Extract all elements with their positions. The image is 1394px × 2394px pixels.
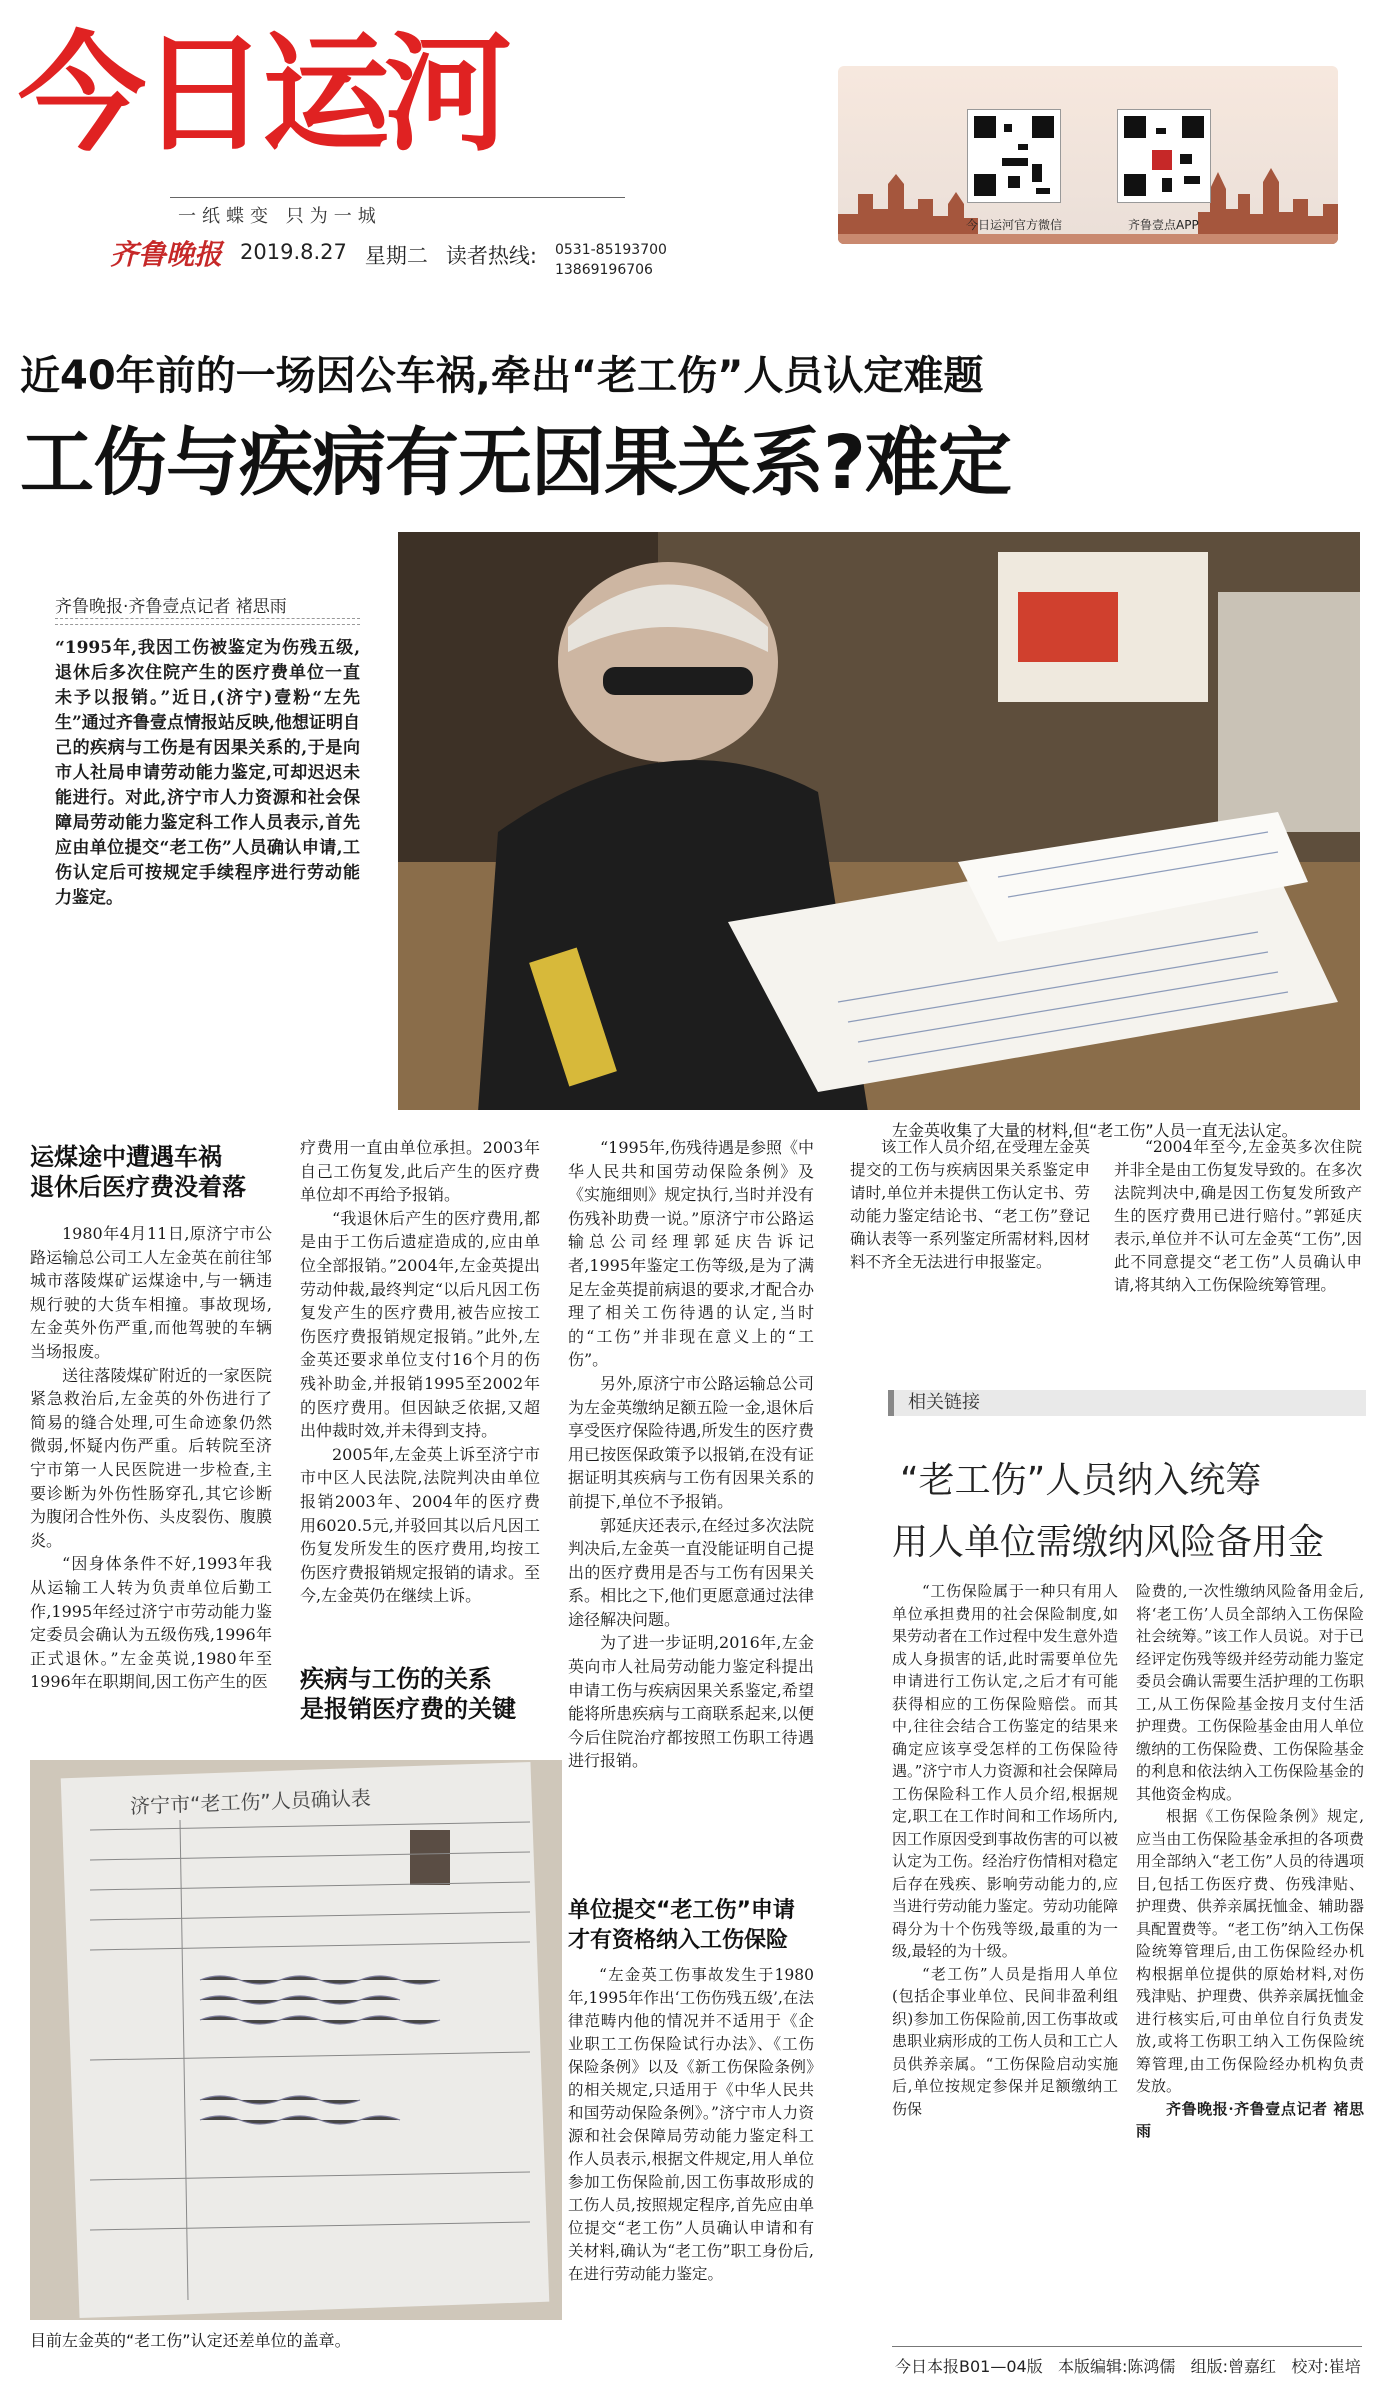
- photo2-illustration: [30, 1760, 562, 2320]
- masthead-infoline: [110, 240, 667, 280]
- section1-paragraph-4: 疗费用一直由单位承担。2003年自己工伤复发,此后产生的医疗费单位却不再给予报销。: [300, 1138, 540, 1205]
- issue-date: 2019.8.27: [240, 240, 347, 264]
- headline-subtitle: 近40年前的一场因公车祸,牵出“老工伤”人员认定难题: [20, 353, 984, 399]
- section3-paragraph-3: “2004年至今,左金英多次住院并非全是由工伤复发导致的。在多次法院判决中,确是因工伤复发所致产生的医疗费用已进行赔付。”郭延庆表示,单位并不认可左金英“工伤”,因此不同意提交“老工伤”人员确认申请,将其纳入工伤保险统筹管理。: [1114, 1138, 1363, 1294]
- footer-proof: 校对:崔培: [1291, 2357, 1361, 2376]
- article-byline: 齐鲁晚报·齐鲁壹点记者 褚思雨: [55, 597, 287, 617]
- section1-heading-line1: 运煤途中遭遇车祸: [30, 1143, 222, 1171]
- headline-title: 工伤与疾病有无因果关系?难定: [20, 420, 1011, 506]
- section2-paragraph-4: 为了进一步证明,2016年,左金英向市人社局劳动能力鉴定科提出申请工伤与疾病因果关系鉴定,希望能将所患疾病与工商联系起来,以便今后住院治疗都按照工伤职工待遇进行报销。: [568, 1633, 814, 1771]
- related-column-1: [892, 1580, 1118, 2120]
- related-paragraph-3: 险费的,一次性缴纳风险备用金后,将‘老工伤’人员全部纳入工伤保险社会统筹。”该工作人员说。对于已经评定伤残等级并经劳动能力鉴定委员会确认需要生活护理的工伤职工,从工伤保险基金按月支付生活护理费。工伤保险基金由用人单位缴纳的工伤保险费、工伤保险基金的利息和依法纳入工伤保险基金的其他资金构成。: [1136, 1582, 1364, 1803]
- slogan-divider: [170, 197, 625, 198]
- photo1-illustration: [398, 532, 1360, 1110]
- photo1-caption: 左金英收集了大量的材料,但“老工伤”人员一直无法认定。: [892, 1121, 1298, 1140]
- related-title-line2: 用人单位需缴纳风险备用金: [892, 1522, 1325, 1563]
- section1-paragraph-5: “我退休后产生的医疗费用,都是由于工伤后遗症造成的,应由单位全部报销。”2004年,左金英提出劳动仲裁,最终判定“以后凡因工伤复发产生的医疗费用,被告应按工伤医疗费报销规定报销。”此外,左金英还要求单位支付16个月的伤残补助金,并报销1995至2002年的医疗费用。但因缺乏依据,又超出仲裁时效,并未得到支持。: [300, 1208, 540, 1441]
- related-title-line1: “老工伤”人员纳入统筹: [900, 1460, 1262, 1501]
- section2-heading-line1: 疾病与工伤的关系: [300, 1665, 492, 1693]
- footer-editor: 本版编辑:陈鸿儒: [1057, 2357, 1176, 2376]
- section1-paragraph-1: 1980年4月11日,原济宁市公路运输总公司工人左金英在前往邹城市落陵煤矿运煤途中,与一辆违规行驶的大货车相撞。事故现场,左金英外伤严重,而他驾驶的车辆当场报废。: [30, 1224, 272, 1361]
- hotline-numbers: [555, 240, 667, 280]
- section3-paragraph-1: “左金英工伤事故发生于1980年,1995年作出‘工伤伤残五级’,在法律范畴内他的情况并不适用于《企业职工工伤保险试行办法》、《工伤保险条例》以及《新工伤保险条例》的相关规定,只适用于《中华人民共和国劳动保险条例》。”济宁市人力资源和社会保障局劳动能力鉴定科工作人员表示,根据文件规定,用人单位参加工伤保险前,因工伤事故形成的工伤人员,按照规定程序,首先应由单位提交“老工伤”人员确认申请和有关材料,确认为“老工伤”职工身份后,在进行劳动能力鉴定。: [568, 1966, 814, 2283]
- byline-divider-2: [55, 624, 360, 625]
- byline-divider: [55, 618, 360, 619]
- section2-paragraph-1: “1995年,伤残待遇是参照《中华人民共和国劳动保险条例》及《实施细则》规定执行,当时并没有伤残补助费一说。”原济宁市公路运输总公司经理郭延庆告诉记者,1995年鉴定工伤等级,是为了满足左金英提前病退的要求,才配合办理了相关工伤待遇的认定,当时的“工伤”并非现在意义上的“工伤”。: [568, 1138, 814, 1370]
- phone-2: 13869196706: [554, 262, 653, 278]
- section3-heading-line2: 才有资格纳入工伤保险: [568, 1928, 789, 1953]
- section3-paragraph-2: 该工作人员介绍,在受理左金英提交的工伤与疾病因果关系鉴定申请时,单位并未提供工伤认定书、劳动能力鉴定结论书、“老工伤”登记确认表等一系列鉴定所需材料,因材料不齐全无法进行申报鉴定。: [850, 1138, 1090, 1271]
- related-paragraph-1: “工伤保险属于一种只有用人单位承担费用的社会保险制度,如果劳动者在工作过程中发生意外造成人身损害的话,此时需要单位先申请进行工伤认定,之后才有可能获得相应的工伤保险赔偿。而其中,往往会结合工伤鉴定的结果来确定应该享受怎样的工伤保险待遇。”济宁市人力资源和社会保障局工伤保险科工作人员介绍,根据规定,职工在工作时间和工作场所内,因工作原因受到事故伤害的可以被认定为工伤。经治疗伤情相对稳定后存在残疾、影响劳动能力的,应当进行劳动能力鉴定。劳动功能障碍分为十个伤残等级,最重的为一级,最轻的为十级。: [892, 1582, 1118, 1960]
- section2-paragraph-2: 另外,原济宁市公路运输总公司为左金英缴纳足额五险一金,退休后享受医疗保险待遇,所发生的医疗费用已按医保政策予以报销,在没有证据证明其疾病与工伤有因果关系的前提下,单位不予报销。: [568, 1373, 814, 1511]
- column-5-top: [1114, 1136, 1362, 1297]
- section3-heading: [568, 1896, 818, 1956]
- section1-paragraph-6: 2005年,左金英上诉至济宁市市中区人民法院,法院判决由单位报销2003年、2004年的医疗费用6020.5元,并驳回其以后凡因工伤复发所发生的医疗费用,均按工伤医疗费报销规定报销的请求。至今,左金英仍在继续上诉。: [300, 1444, 541, 1606]
- section1-heading: [30, 1142, 270, 1202]
- section2-heading: [300, 1664, 540, 1724]
- masthead-title: 今日运河: [18, 20, 507, 169]
- column-4-top: [850, 1136, 1090, 1274]
- footer-layout: 组版:曾嘉红: [1190, 2357, 1277, 2376]
- photo2-form-title: 济宁市“老工伤”人员确认表: [129, 1785, 372, 1819]
- related-column-2: [1136, 1580, 1364, 2143]
- related-links-tag: 相关链接: [888, 1390, 1366, 1416]
- brand-logo: 齐鲁晚报: [110, 238, 223, 271]
- related-byline: 齐鲁晚报·齐鲁壹点记者 褚思雨: [1136, 2099, 1364, 2140]
- related-paragraph-4: 根据《工伤保险条例》规定,应当由工伤保险基金承担的各项费用全部纳入“老工伤”人员的待遇项目,包括工伤医疗费、伤残津贴、护理费、供养亲属抚恤金、辅助器具配置费等。“老工伤”纳入工伤保险统筹管理后,由工伤保险经办机构根据单位提供的原始材料,对伤残津贴、护理费、供养亲属抚恤金进行核实后,可由单位自行负责发放,或将工伤职工纳入工伤保险统筹管理,由工伤保险经办机构负责发放。: [1136, 1807, 1364, 2095]
- qr-banner: [838, 66, 1338, 244]
- section2-paragraph-3: 郭延庆还表示,在经过多次法院判决后,左金英一直没能证明自己提出的医疗费用是否与工伤有因果关系。相比之下,他们更愿意通过法律途径解决问题。: [568, 1515, 814, 1629]
- photo-elderly-man-reading-documents: [398, 532, 1360, 1110]
- footer-divider: [892, 2346, 1362, 2347]
- related-paragraph-2: “老工伤”人员是指用人单位(包括企事业单位、民间非盈利组织)参加工伤保险前,因工伤事故或患职业病形成的工伤人员和工亡人员供养亲属。“工伤保险启动实施后,单位按规定参保并足额缴纳工伤保: [892, 1964, 1118, 2118]
- section1-paragraph-3: “因身体条件不好,1993年我从运输工人转为负责单位后勤工作,1995年经过济宁市劳动能力鉴定委员会确认为五级伤残,1996年正式退休。”左金英说,1980年至1996年在职期间,因工伤产生的医: [30, 1554, 272, 1692]
- wechat-qr-label: 今日运河官方微信: [966, 218, 1063, 232]
- column-2: [300, 1136, 540, 1608]
- column-3-lower: [568, 1964, 814, 2286]
- masthead-slogan: 一纸蝶变 只为一城: [178, 206, 382, 227]
- phone-1: 0531-85193700: [554, 242, 667, 258]
- footer-credits: [895, 2354, 1361, 2377]
- column-1: [30, 1222, 272, 1694]
- section1-paragraph-2: 送往落陵煤矿附近的一家医院紧急救治后,左金英的外伤进行了简易的缝合处理,可生命迹象仍然微弱,怀疑内伤严重。后转院至济宁市第一人民医院进一步检查,主要诊断为外伤性肠穿孔,其它诊断为腹闭合性外伤、头皮裂伤、腹膜炎。: [30, 1365, 272, 1550]
- column-3: [568, 1136, 814, 1773]
- hotline-label: 读者热线:: [445, 244, 537, 268]
- photo2-caption: 目前左金英的“老工伤”认定还差单位的盖章。: [30, 2331, 351, 2350]
- skyline-illustration: [838, 154, 1338, 244]
- footer-pages: 今日本报B01—04版: [895, 2357, 1043, 2376]
- section2-heading-line2: 是报销医疗费的关键: [300, 1695, 516, 1723]
- issue-weekday: 星期二: [364, 244, 428, 268]
- app-qr-label: 齐鲁壹点APP: [1128, 218, 1199, 232]
- photo-confirmation-form: [30, 1760, 562, 2320]
- section1-heading-line2: 退休后医疗费没着落: [30, 1173, 246, 1201]
- section3-heading-line1: 单位提交“老工伤”申请: [568, 1898, 795, 1923]
- app-qr-code: [1118, 110, 1210, 202]
- lead-paragraph: “1995年,我因工伤被鉴定为伤残五级,退休后多次住院产生的医疗费单位一直未予以报销。”近日,(济宁)壹粉“左先生”通过齐鲁壹点情报站反映,他想证明自己的疾病与工伤是有因果关系的,于是向市人社局申请劳动能力鉴定,可却迟迟未能进行。对此,济宁市人力资源和社会保障局劳动能力鉴定科工作人员表示,首先应由单位提交“老工伤”人员确认申请,工伤认定后可按规定手续程序进行劳动能力鉴定。: [55, 638, 360, 908]
- wechat-qr-code: [968, 110, 1060, 202]
